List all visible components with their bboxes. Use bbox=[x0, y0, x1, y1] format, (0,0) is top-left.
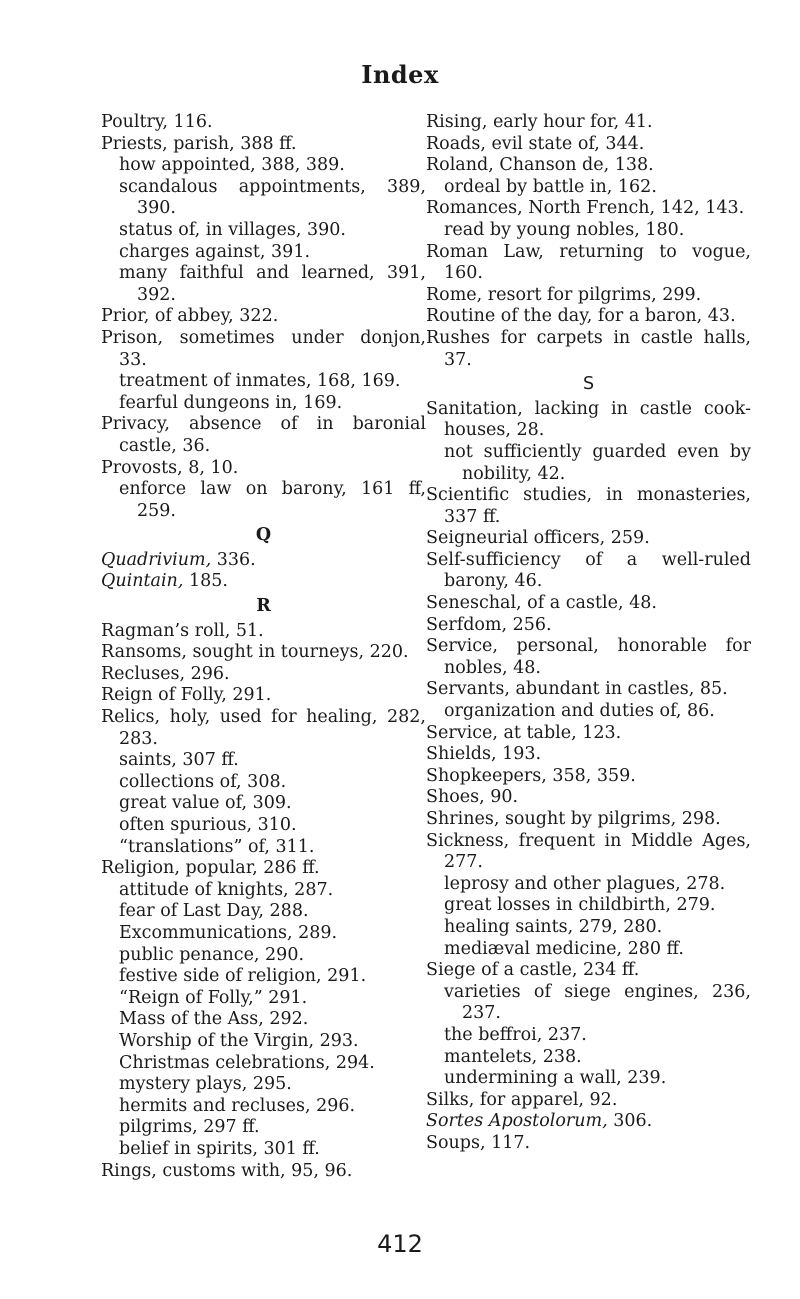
index-subentry: many faithful and learned, 391, 392. bbox=[119, 263, 426, 305]
index-entry: Self-sufficiency of a well-ruled barony, 46. bbox=[426, 549, 751, 592]
index-entry: Shields, 193. bbox=[426, 744, 542, 765]
index-entry: Seigneurial officers, 259. bbox=[426, 528, 650, 549]
index-subentry: mantelets, 238. bbox=[444, 1046, 582, 1067]
index-subentry: great value of, 309. bbox=[119, 793, 292, 814]
index-entry: Relics, holy, used for healing, 282, 283. bbox=[101, 707, 426, 749]
index-subentry: not sufficiently guarded even by nobility, 42. bbox=[444, 441, 751, 484]
index-entry: Shopkeepers, 358, 359. bbox=[426, 765, 636, 786]
index-subentry: public penance, 290. bbox=[119, 944, 305, 965]
index-entry: Prison, sometimes under donjon, 33. bbox=[101, 327, 426, 370]
index-entry bbox=[426, 1111, 751, 1133]
index-entry-pages: 306. bbox=[607, 1111, 653, 1132]
index-entry: Prior, of abbey, 322. bbox=[101, 306, 279, 327]
index-subentry: belief in spirits, 301 ff. bbox=[119, 1138, 320, 1159]
index-subentry: undermining a wall, 239. bbox=[444, 1068, 667, 1089]
index-column-right bbox=[426, 112, 751, 1155]
index-subentry: pilgrims, 297 ff. bbox=[119, 1117, 260, 1138]
index-subentry: Mass of the Ass, 292. bbox=[119, 1009, 309, 1030]
index-subentry: ordeal by battle in, 162. bbox=[444, 176, 657, 197]
page-header: Index bbox=[361, 60, 439, 89]
index-entry: Poultry, 116. bbox=[101, 112, 213, 132]
index-subentry: status of, in villages, 390. bbox=[119, 219, 346, 240]
index-entry: Serfdom, 256. bbox=[426, 614, 552, 635]
index-entry: Rising, early hour for, 41. bbox=[426, 112, 653, 132]
index-entry bbox=[101, 550, 426, 572]
index-entry: Roman Law, returning to vogue, 160. bbox=[426, 241, 751, 284]
index-entry: Silks, for apparel, 92. bbox=[426, 1089, 618, 1110]
index-subentry: Christmas celebrations, 294. bbox=[119, 1052, 375, 1073]
index-entry: Priests, parish, 388 ff. bbox=[101, 133, 297, 154]
index-subentry: healing saints, 279, 280. bbox=[444, 916, 663, 937]
index-entry-term: Quadrivium, bbox=[101, 549, 212, 570]
index-entry: Privacy, absence of in baronial castle, 36. bbox=[101, 414, 426, 456]
index-subentry: festive side of religion, 291. bbox=[119, 966, 367, 987]
index-entry: Rushes for carpets in castle halls, 37. bbox=[426, 327, 751, 370]
index-subentry: Worship of the Virgin, 293. bbox=[119, 1030, 359, 1051]
index-subentry: organization and duties of, 86. bbox=[444, 701, 715, 722]
index-subentry: enforce law on barony, 161 ff, 259. bbox=[119, 479, 426, 521]
index-entry: Roland, Chanson de, 138. bbox=[426, 155, 654, 176]
index-entry: Rome, resort for pilgrims, 299. bbox=[426, 284, 702, 305]
index-subentry: often spurious, 310. bbox=[119, 815, 297, 835]
index-subentry: mediæval medicine, 280 ff. bbox=[444, 938, 684, 959]
index-entry: Rings, customs with, 95, 96. bbox=[101, 1160, 353, 1181]
index-entry: Siege of a castle, 234 ff. bbox=[426, 960, 640, 981]
index-entry: Reign of Folly, 291. bbox=[101, 685, 272, 706]
index-entry: Ransoms, sought in tourneys, 220. bbox=[101, 642, 409, 663]
index-entry bbox=[101, 571, 426, 593]
index-subentry: leprosy and other plagues, 278. bbox=[444, 873, 726, 894]
index-entry: Religion, popular, 286 ff. bbox=[101, 858, 320, 879]
index-subentry: great losses in childbirth, 279. bbox=[444, 895, 716, 916]
index-subentry: how appointed, 388, 389. bbox=[119, 155, 345, 176]
index-subentry: Excommunications, 289. bbox=[119, 922, 338, 943]
index-entry: Scientific studies, in monasteries, 337 ff. bbox=[426, 485, 751, 527]
index-subentry: collections of, 308. bbox=[119, 771, 287, 792]
index-subentry: scandalous appointments, 389, 390. bbox=[119, 176, 426, 219]
index-entry: Recluses, 296. bbox=[101, 663, 230, 684]
index-subentry: mystery plays, 295. bbox=[119, 1074, 292, 1095]
index-entry-pages: 336. bbox=[211, 549, 256, 570]
index-entry: Shoes, 90. bbox=[426, 787, 519, 808]
section-letter: S bbox=[582, 374, 595, 395]
index-subentry: treatment of inmates, 168, 169. bbox=[119, 371, 401, 392]
index-entry: Sickness, frequent in Middle Ages, 277. bbox=[426, 830, 751, 873]
index-entry: Servants, abundant in castles, 85. bbox=[426, 679, 728, 700]
index-entry: Sanitation, lacking in castle cook-houses, 28. bbox=[426, 398, 751, 441]
index-entry-term: Quintain, bbox=[101, 571, 184, 592]
index-subentry: attitude of knights, 287. bbox=[119, 879, 334, 900]
index-subentry: “translations” of, 311. bbox=[119, 836, 315, 857]
index-entry: Service, personal, honorable for nobles, 48. bbox=[426, 636, 751, 678]
index-subentry: read by young nobles, 180. bbox=[444, 219, 685, 240]
index-entry: Routine of the day, for a baron, 43. bbox=[426, 306, 736, 327]
index-subentry: varieties of siege engines, 236, 237. bbox=[444, 981, 751, 1024]
index-entry: Shrines, sought by pilgrims, 298. bbox=[426, 809, 721, 829]
index-entry: Romances, North French, 142, 143. bbox=[426, 198, 745, 219]
index-entry: Provosts, 8, 10. bbox=[101, 457, 239, 478]
index-subentry: hermits and recluses, 296. bbox=[119, 1095, 356, 1116]
index-subentry: charges against, 391. bbox=[119, 241, 311, 262]
index-entry-pages: 185. bbox=[183, 571, 228, 592]
index-column-left bbox=[101, 112, 426, 1182]
index-entry: Seneschal, of a castle, 48. bbox=[426, 593, 657, 614]
index-entry: Service, at table, 123. bbox=[426, 722, 622, 743]
index-subentry: fearful dungeons in, 169. bbox=[119, 392, 343, 413]
index-subentry: “Reign of Folly,” 291. bbox=[119, 987, 308, 1008]
index-subentry: fear of Last Day, 288. bbox=[119, 901, 309, 922]
index-entry: Ragman’s roll, 51. bbox=[101, 620, 264, 641]
index-entry-term: Sortes Apostolorum, bbox=[426, 1111, 608, 1132]
page-number: 412 bbox=[377, 1230, 423, 1258]
index-subentry: saints, 307 ff. bbox=[119, 750, 239, 771]
index-entry: Soups, 117. bbox=[426, 1132, 531, 1153]
section-letter: R bbox=[256, 596, 271, 617]
index-entry: Roads, evil state of, 344. bbox=[426, 133, 645, 154]
index-subentry: the beffroi, 237. bbox=[444, 1024, 587, 1045]
section-letter: Q bbox=[255, 525, 272, 546]
